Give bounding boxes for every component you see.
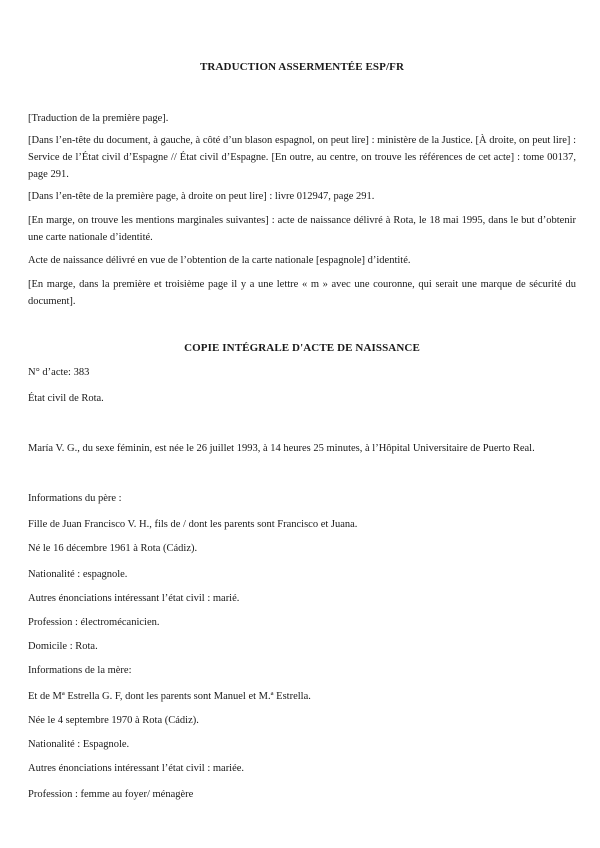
registry-name: État civil de Rota.	[28, 393, 104, 404]
mother-line-birth: Née le 4 septembre 1970 à Rota (Cádiz).	[28, 715, 199, 726]
note-margin-mentions: [En marge, on trouve les mentions marginales suivantes] : acte de naissance délivré à Rota, le 18 mai 1995, dans le but d’obtenir une carte nationale d’identité.	[28, 215, 576, 243]
act-number: N° d’acte: 383	[28, 367, 90, 378]
note-header-book: [Dans l’en-tête de la première page, à droite on peut lire] : livre 012947, page 291.	[28, 191, 375, 202]
note-first-page: [Traduction de la première page].	[28, 113, 169, 124]
father-heading: Informations du père :	[28, 493, 122, 504]
note-purpose: Acte de naissance délivré en vue de l’obtention de la carte nationale [espagnole] d’identité.	[28, 255, 411, 266]
document-page	[28, 0, 576, 848]
note-header-left-right: [Dans l’en-tête du document, à gauche, à côté d’un blason espagnol, on peut lire] : ministère de la Justice. [À droite, on peut lire] : Service de l’État civil d’Espagne // État civil d’Espagne. [En outre, au centre, on trouve les références de cet acte] : tome 00137, page 291.	[28, 135, 576, 180]
mother-line-parents: Et de Mª Estrella G. F, dont les parents sont Manuel et M.ª Estrella.	[28, 691, 311, 702]
father-line-domicile: Domicile : Rota.	[28, 641, 98, 652]
birth-statement: María V. G., du sexe féminin, est née le 26 juillet 1993, à 14 heures 25 minutes, à l’Hôpital Universitaire de Puerto Real.	[28, 443, 535, 454]
document-title: TRADUCTION ASSERMENTÉE ESP/FR	[200, 61, 404, 73]
mother-line-civil-status: Autres énonciations intéressant l’état civil : mariée.	[28, 763, 245, 774]
father-line-birth: Né le 16 décembre 1961 à Rota (Cádiz).	[28, 543, 198, 554]
mother-heading: Informations de la mère:	[28, 665, 132, 676]
section-title: COPIE INTÉGRALE D'ACTE DE NAISSANCE	[184, 342, 420, 354]
father-line-parents: Fille de Juan Francisco V. H., fils de / dont les parents sont Francisco et Juana.	[28, 519, 358, 530]
note-security-mark: [En marge, dans la première et troisième page il y a une lettre « m » avec une couronne, qui serait une marque de sécurité du document].	[28, 279, 576, 307]
father-line-civil-status: Autres énonciations intéressant l’état civil : marié.	[28, 593, 240, 604]
mother-line-profession: Profession : femme au foyer/ ménagère	[28, 789, 194, 800]
father-line-profession: Profession : électromécanicien.	[28, 617, 160, 628]
mother-line-nationality: Nationalité : Espagnole.	[28, 739, 130, 750]
father-line-nationality: Nationalité : espagnole.	[28, 569, 128, 580]
